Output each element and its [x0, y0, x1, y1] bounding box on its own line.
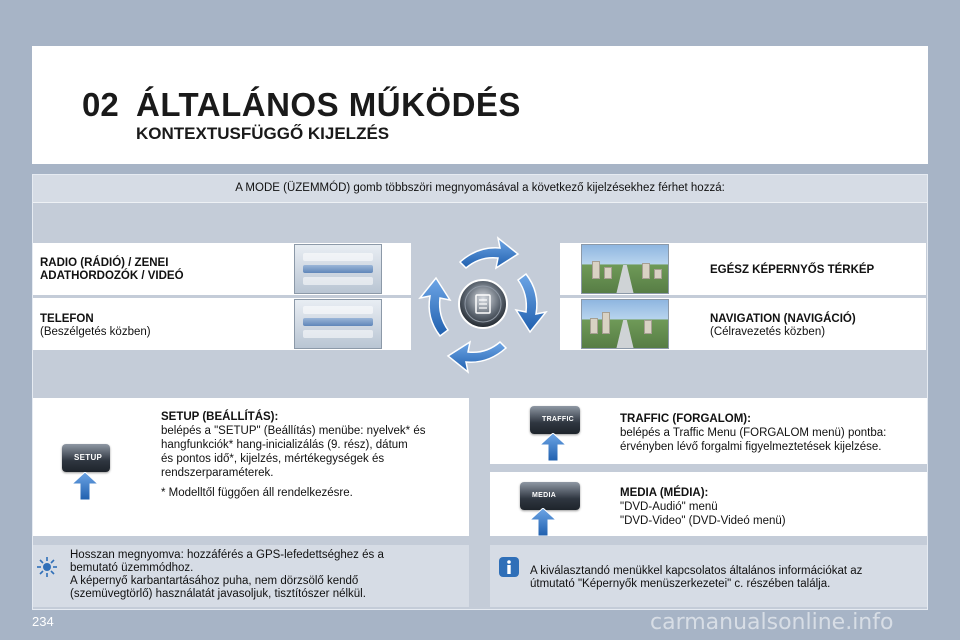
note-right-line-2: útmutató "Képernyők menüszerkezetei" c. részében találja. [530, 578, 831, 590]
radio-screen-thumbnail [294, 244, 382, 294]
media-line-2: "DVD-Video" (DVD-Videó menü) [620, 515, 786, 527]
note-left-line-4: (szemüvegtörlő) használatát javasoljuk, tisztítószer nélkül. [70, 588, 366, 600]
navigation-title: NAVIGATION (NAVIGÁCIÓ) [710, 313, 856, 325]
traffic-arrow-up-icon [540, 433, 566, 461]
phone-label [40, 313, 151, 339]
intro-text: A MODE (ÜZEMMÓD) gomb többszöri megnyomásával a következő kijelzésekhez férhet hozzá: [235, 182, 725, 194]
traffic-key: TRAFFIC [530, 406, 580, 434]
mode-cycle-graphic [408, 224, 558, 384]
navigation-desc: (Célravezetés közben) [710, 326, 826, 338]
setup-line-4: rendszerparaméterek. [161, 467, 274, 479]
note-left-line-2: bemutató üzemmódhoz. [70, 562, 194, 574]
setup-title: SETUP (BEÁLLÍTÁS): [161, 411, 279, 423]
radio-title-line2: ADATHORDOZÓK / VIDEÓ [40, 270, 184, 282]
radio-title-line1: RADIO (RÁDIÓ) / ZENEI [40, 257, 169, 269]
phone-title: TELEFON [40, 313, 94, 325]
note-left-text [70, 549, 384, 601]
traffic-description [620, 412, 886, 454]
traffic-title: TRAFFIC (FORGALOM): [620, 413, 751, 425]
note-right-text [530, 565, 862, 591]
fullmap-thumbnail [581, 244, 669, 294]
navigation-thumbnail [581, 299, 669, 349]
media-description [620, 486, 786, 528]
chapter-title: ÁLTALÁNOS MŰKÖDÉS [136, 86, 521, 123]
phone-screen-thumbnail [294, 299, 382, 349]
setup-line-1: belépés a "SETUP" (Beállítás) menübe: nyelvek* és [161, 425, 426, 437]
setup-key: SETUP [62, 444, 110, 472]
media-key: MEDIA [520, 482, 580, 510]
setup-footnote: * Modelltől függően áll rendelkezésre. [161, 487, 353, 499]
traffic-line-1: belépés a Traffic Menu (FORGALOM menü) pontba: [620, 427, 887, 439]
page-number: 234 [32, 614, 54, 629]
note-left-line-1: Hosszan megnyomva: hozzáférés a GPS-lefedettséghez és a [70, 549, 384, 561]
media-title: MEDIA (MÉDIA): [620, 487, 709, 499]
fullmap-label [710, 264, 874, 277]
media-line-1: "DVD-Audió" menü [620, 501, 718, 513]
chapter-number: 02 [82, 86, 119, 123]
phone-desc: (Beszélgetés közben) [40, 326, 151, 338]
sun-icon [36, 556, 58, 578]
navigation-label [710, 313, 856, 339]
fullmap-title: EGÉSZ KÉPERNYŐS TÉRKÉP [710, 264, 875, 276]
setup-line-3: és pontos idő*, kijelzés, mértékegységek és [161, 453, 385, 465]
watermark: carmanualsonline.info [650, 610, 894, 635]
traffic-line-2: érvényben lévő forgalmi figyelmeztetések kijelzése. [620, 441, 882, 453]
media-arrow-up-icon [530, 508, 556, 536]
radio-label [40, 257, 184, 283]
mode-cycle-arrows [408, 224, 558, 384]
setup-arrow-up-icon [72, 472, 98, 500]
info-icon [498, 556, 520, 578]
note-left-line-3: A képernyő karbantartásához puha, nem dörzsölő kendő [70, 575, 359, 587]
note-right-line-1: A kiválasztandó menükkel kapcsolatos általános információkat az [530, 565, 863, 577]
setup-description [161, 410, 426, 480]
chapter-subtitle: KONTEXTUSFÜGGŐ KIJELZÉS [136, 124, 390, 143]
setup-line-2: hangfunkciók* hang-inicializálás (9. rész), dátum [161, 439, 408, 451]
